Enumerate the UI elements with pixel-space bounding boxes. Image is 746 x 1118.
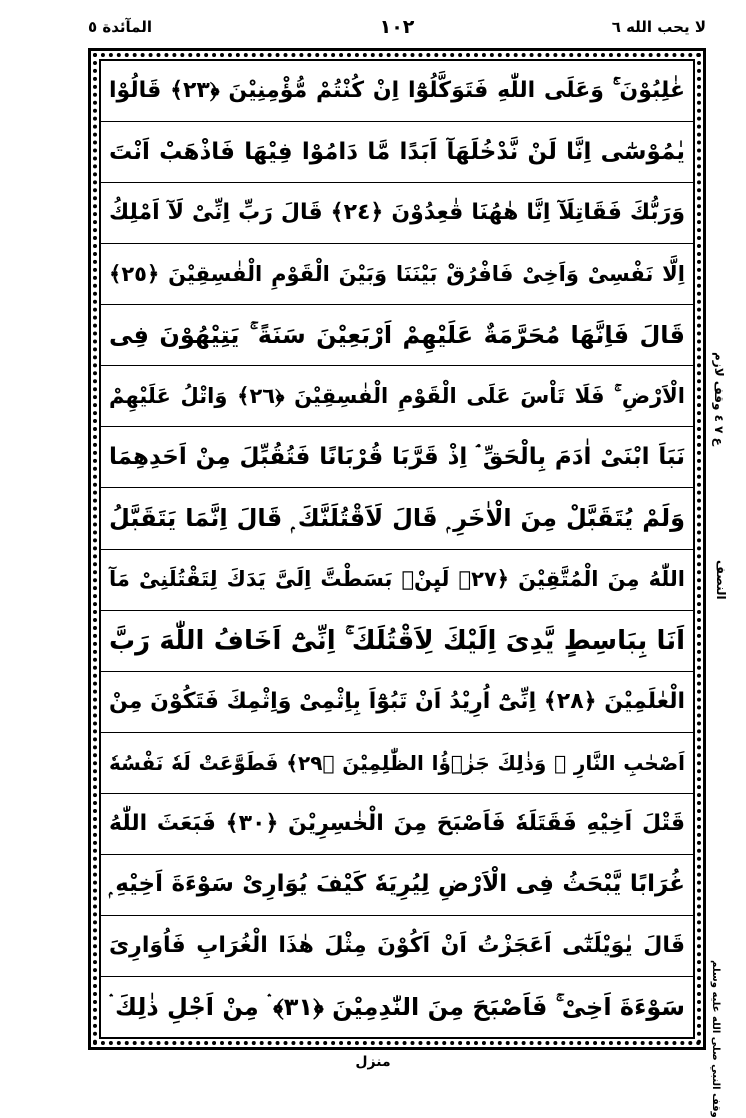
verse-line xyxy=(101,244,693,305)
verse-line xyxy=(101,366,693,427)
juz-name: لا يحب الله ٦ xyxy=(611,18,706,36)
verse-line-text: وَلَمْ يُتَقَبَّلْ مِنَ الْاٰخَرِ ۭ قَالَ لَاَقْتُلَنَّكَ ۭ قَالَ اِنَّمَا يَتَقَبَّلُ xyxy=(109,504,685,533)
verse-line xyxy=(101,916,693,977)
verse-line-text: الْاَرْضِ ۚ فَلَا تَاْسَ عَلَى الْقَوْمِ الْفٰسِقِيْنَ ﴿٢٦﴾ وَاتْلُ عَلَيْهِمْ xyxy=(109,383,685,408)
verse-line-text: غٰلِبُوْنَ ۚ۬ وَعَلَى اللّٰهِ فَتَوَكَّلُوْٓا اِنْ كُنْتُمْ مُّؤْمِنِيْنَ ﴿٢٣﴾ قَالُوْا xyxy=(109,78,685,104)
verse-line xyxy=(101,794,693,855)
verse-line-text: قَالَ فَاِنَّهَا مُحَرَّمَةٌ عَلَيْهِمْ اَرْبَعِيْنَ سَنَةً ۚ يَتِيْهُوْنَ فِى xyxy=(109,321,685,350)
verse-line-text: سَوْءَةَ اَخِىْ ۚ فَاَصْبَحَ مِنَ النّٰدِمِيْنَ ﴿٣١﴾ ۛ مِنْ اَجْلِ ذٰلِكَ ۛ xyxy=(109,992,685,1021)
verse-line-text: قَتْلَ اَخِيْهِ فَقَتَلَهٗ فَاَصْبَحَ مِنَ الْخٰسِرِيْنَ ﴿٣٠﴾ فَبَعَثَ اللّٰهُ xyxy=(109,810,685,836)
verse-lines xyxy=(101,61,693,1037)
verse-line xyxy=(101,550,693,611)
verse-line-text: قَالَ يٰوَيْلَتٰٓى اَعَجَزْتُ اَنْ اَكُوْنَ مِثْلَ هٰذَا الْغُرَابِ فَاُوَارِىَ xyxy=(109,932,685,958)
verse-line xyxy=(101,855,693,916)
verse-line xyxy=(101,977,693,1037)
verse-line-text: نَبَاَ ابْنَىْ اٰدَمَ بِالْحَقِّ ۘ اِذْ قَرَّبَا قُرْبَانًا فَتُقُبِّلَ مِنْ اَحَدِهِمَا xyxy=(109,443,685,470)
verse-line xyxy=(101,672,693,733)
verse-line-text: وَرَبُّكَ فَقَاتِلَآ اِنَّا هٰهُنَا قٰعِدُوْنَ ﴿٢٤﴾ قَالَ رَبِّ اِنِّىْ لَآ اَمْلِكُ xyxy=(109,200,685,226)
verse-line-text: يٰمُوْسٰٓى اِنَّا لَنْ نَّدْخُلَهَآ اَبَدًا مَّا دَامُوْا فِيْهَا فَاذْهَبْ اَنْتَ xyxy=(109,138,685,165)
verse-line xyxy=(101,61,693,122)
page-header xyxy=(88,18,706,44)
verse-line-text: اَصْحٰبِ النَّارِ ۚ وَذٰلِكَ جَزٰۤؤُا الظّٰلِمِيْنَ ﴿٢٩﴾ فَطَوَّعَتْ لَهٗ نَفْسُهٗ xyxy=(109,750,685,775)
half-margin-mark: النصف xyxy=(714,560,728,600)
page-number: ١٠٢ xyxy=(379,16,415,38)
verse-line-text: غُرَابًا يَّبْحَثُ فِى الْاَرْضِ لِيُرِيَهٗ كَيْفَ يُوَارِىْ سَوْءَةَ اَخِيْهِ ۭ xyxy=(109,871,685,898)
verse-line xyxy=(101,488,693,549)
verse-line xyxy=(101,122,693,183)
surah-name: المآئدة ٥ xyxy=(88,18,152,36)
verse-line-text: اِلَّا نَفْسِىْ وَاَخِىْ فَافْرُقْ بَيْنَنَا وَبَيْنَ الْقَوْمِ الْفٰسِقِيْنَ ﴿٢٥﴾ xyxy=(109,261,685,286)
verse-line xyxy=(101,305,693,366)
verse-line xyxy=(101,427,693,488)
verse-line-text: اللّٰهُ مِنَ الْمُتَّقِيْنَ ﴿٢٧﴾ لَىِٕنْۢ بَسَطْتَّ اِلَىَّ يَدَكَ لِتَقْتُلَنِىْ مَآ xyxy=(109,567,685,592)
ornamental-page-frame xyxy=(88,48,706,1050)
text-area xyxy=(99,59,695,1039)
verse-line-text: الْعٰلَمِيْنَ ﴿٢٨﴾ اِنِّىْٓ اُرِيْدُ اَنْ تَبُوْٓاَ بِاِثْمِىْ وَاِثْمِكَ فَتَكُوْنَ مِنْ xyxy=(109,688,686,714)
verse-line xyxy=(101,733,693,794)
waqf-margin-note: وقف النبي صلى الله عليه وسلم xyxy=(710,960,721,1118)
ruku-margin-mark: ع ٧ ٤ وقف لازم xyxy=(712,352,726,446)
verse-line xyxy=(101,611,693,672)
verse-line-text: اَنَا بِبَاسِطٍ يَّدِىَ اِلَيْكَ لِاَقْتُلَكَ ۚ اِنِّىْٓ اَخَافُ اللّٰهَ رَبَّ xyxy=(109,625,685,656)
verse-line xyxy=(101,183,693,244)
manzil-footer: منزل xyxy=(355,1054,391,1070)
